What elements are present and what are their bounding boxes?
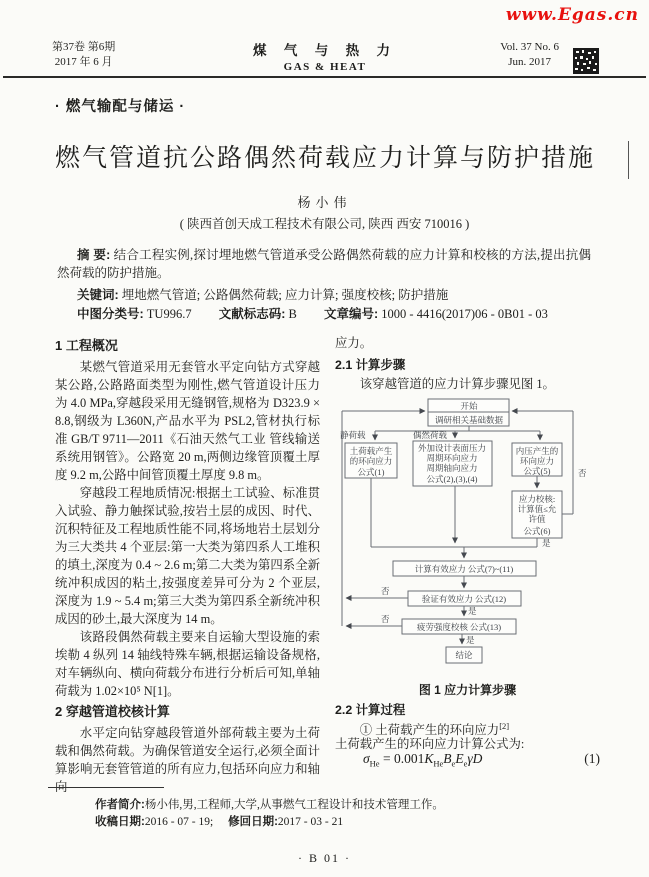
flowchart-yes-label: 是 bbox=[542, 538, 551, 548]
date-cn: 2017 年 6 月 bbox=[54, 56, 113, 68]
list-item: ① 土荷载产生的环向应力[2] bbox=[359, 721, 510, 738]
received-date: 2016 - 07 - 19; bbox=[144, 816, 214, 828]
flowchart-box-line: 环向应力 bbox=[519, 456, 555, 466]
journal-volume-info-cn bbox=[52, 40, 115, 70]
article-title: 燃气管道抗公路偶然荷载应力计算与防护措施 bbox=[54, 145, 595, 172]
flowchart-box-line: 公式(5) bbox=[523, 466, 551, 476]
author-bio-line bbox=[95, 797, 615, 814]
author-bio-text: 杨小伟,男,工程师,大学,从事燃气工程设计和技术管理工作。 bbox=[144, 799, 444, 811]
revised-date: 2017 - 03 - 21 bbox=[277, 816, 344, 828]
footnote-divider bbox=[48, 787, 164, 788]
flowchart-box-line: 验证有效应力 公式(12) bbox=[421, 594, 507, 604]
scan-artifact-line bbox=[628, 141, 629, 179]
author-affiliation: ( 陕西首创天成工程技术有限公司, 陕西 西安 710016 ) bbox=[179, 217, 470, 231]
equation-1 bbox=[335, 751, 600, 769]
flowchart-box-line: 周期环向应力 bbox=[426, 453, 478, 463]
flowchart-start-label: 开始 bbox=[460, 401, 478, 411]
equation-expression: $\sigma_{He} = 0.001K_{He}B_eE_e\gamma D$ bbox=[363, 751, 483, 769]
flowchart-box-line: 应力校核: bbox=[518, 494, 556, 504]
flowchart-no-label: 否 bbox=[578, 468, 587, 478]
journal-volume-info-en bbox=[500, 40, 559, 70]
flowchart-box-line: 外加设计表面压力 bbox=[417, 443, 487, 453]
figure-caption: 图 1 应力计算步骤 bbox=[418, 683, 517, 697]
section-heading-2-1: 2.1 计算步骤 bbox=[335, 358, 406, 372]
citation-marker: [2] bbox=[499, 721, 510, 731]
flowchart-box-line: 疲劳强度校核 公式(13) bbox=[416, 622, 502, 632]
paragraph: 该路段偶然荷载主要来自运输大型设施的索埃勒 4 纵列 14 轴线特殊车辆,根据运输设备规格,对车辆纵向、横向荷载分布进行分析后可知,单轴荷载为 1.02×10⁵ N[1]。 bbox=[55, 630, 320, 698]
abstract-block bbox=[57, 246, 591, 282]
paragraph: 穿越段工程地质情况:根据土工试验、标准贯入试验、静力触探试验,按岩土层的成因、时代、沉积特征及工程地质性能不同,将场地岩土层划分为三大类共 4 个亚层:第一大类为第四系人工堆积的填土,深度为 0.4 ~ 2.6 m;第二大类为第四系全新统冲积成因的粘土,按强度差异可分为 2 个亚层,深度为 1.9 ~ 5.4 m;第三大类为第四系全新统冲积成因的砂土,最大深度为 14 m。 bbox=[55, 486, 320, 626]
flowchart-no-label: 否 bbox=[381, 586, 390, 596]
flowchart-box-line: 公式(6) bbox=[523, 526, 551, 536]
flowchart-branch-label-incidental: 偶然荷载 bbox=[413, 430, 448, 440]
volume-issue-cn: 第37卷 第6期 bbox=[52, 41, 116, 53]
body-left-column bbox=[55, 334, 320, 794]
journal-name-en: GAS & HEAT bbox=[283, 61, 367, 73]
author-bio-label: 作者简介: bbox=[95, 799, 145, 811]
flowchart-box-line: 周期轴向应力 bbox=[426, 463, 478, 473]
journal-name-cn: 煤 气 与 热 力 bbox=[253, 43, 397, 58]
flowchart-box-line: 公式(1) bbox=[357, 467, 385, 477]
paragraph: 土荷载产生的环向应力计算公式为: bbox=[335, 737, 525, 751]
keywords-block bbox=[57, 286, 591, 304]
paragraph: 某燃气管道采用无套管水平定向钻方式穿越某公路,公路路面类型为刚性,燃气管道设计压力为 4.0 MPa,穿越段采用无缝钢管,规格为 D323.9 × 8.8,钢级为 L360N,产品水平为 PSL2,管材执行标准 GB/T 9711—2011《石油天然气工业 管线输送系统用钢管》。公路宽 20 m,两侧边缘管顶覆土厚度 9.2 m,公路中间管顶覆土厚度 9.8 m。 bbox=[55, 360, 320, 482]
paragraph-continuation: 应力。 bbox=[335, 336, 373, 350]
flowchart-box-line: 许值 bbox=[528, 514, 546, 524]
flowchart-box-line: 计算值≤允 bbox=[517, 504, 557, 514]
flowchart-end-label: 结论 bbox=[455, 650, 473, 660]
page-number: · B 01 · bbox=[298, 851, 351, 865]
footer-notes bbox=[95, 797, 615, 831]
doc-code-value: B bbox=[288, 307, 297, 321]
paragraph: 该穿越管道的应力计算步骤见图 1。 bbox=[359, 377, 555, 391]
website-watermark: www.Egas.cn bbox=[505, 5, 639, 25]
header-divider bbox=[3, 76, 646, 78]
date-en: Jun. 2017 bbox=[508, 56, 551, 68]
abstract-label: 摘 要: bbox=[77, 248, 111, 262]
flowchart-figure bbox=[336, 396, 638, 678]
flowchart-yes-label: 是 bbox=[466, 635, 475, 645]
keywords-label: 关键词: bbox=[77, 288, 119, 302]
keywords-text: 埋地燃气管道; 公路偶然荷载; 应力计算; 强度校核; 防护措施 bbox=[121, 288, 449, 302]
classification-block bbox=[57, 305, 591, 323]
article-id-value: 1000 - 4416(2017)06 - 0B01 - 03 bbox=[381, 307, 548, 321]
section-heading-2-2: 2.2 计算过程 bbox=[335, 703, 406, 717]
flowchart-box-line: 公式(2),(3),(4) bbox=[426, 474, 478, 484]
volume-issue-en: Vol. 37 No. 6 bbox=[500, 41, 559, 53]
article-id-label: 文章编号: bbox=[323, 307, 379, 321]
abstract-text: 结合工程实例,探讨埋地燃气管道承受公路偶然荷载的应力计算和校核的方法,提出抗偶然荷载的防护措施。 bbox=[57, 248, 591, 280]
column-section-label: · 燃气输配与储运 · bbox=[55, 99, 186, 115]
flowchart-branch-label-static: 静荷载 bbox=[340, 430, 366, 440]
doc-code-label: 文献标志码: bbox=[218, 307, 286, 321]
revised-date-label: 修回日期: bbox=[228, 816, 278, 828]
received-date-label: 收稿日期: bbox=[95, 816, 145, 828]
qr-code-icon bbox=[573, 48, 599, 74]
dates-line bbox=[95, 814, 615, 831]
flowchart-box-line: 土荷载产生 bbox=[349, 446, 393, 456]
flowchart-box-line: 的环向应力 bbox=[349, 456, 393, 466]
clc-label: 中图分类号: bbox=[77, 307, 144, 321]
flowchart-box-line: 内压产生的 bbox=[515, 446, 559, 456]
section-heading-1: 1 工程概况 bbox=[55, 338, 118, 353]
flowchart-start-sub-label: 调研相关基础数据 bbox=[434, 415, 504, 425]
author-name: 杨小伟 bbox=[297, 195, 352, 210]
flowchart-yes-label: 是 bbox=[468, 606, 477, 616]
journal-name bbox=[200, 39, 450, 73]
clc-value: TU996.7 bbox=[146, 307, 192, 321]
flowchart-no-label: 否 bbox=[381, 614, 390, 624]
section-heading-2: 2 穿越管道校核计算 bbox=[55, 704, 170, 719]
equation-number: (1) bbox=[584, 751, 600, 766]
paragraph: 水平定向钻穿越段管道外部荷载主要为土荷载和偶然荷载。为确保管道安全运行,必须全面计算影响无套管管道的所有应力,包括环向应力和轴向 bbox=[55, 726, 320, 794]
flowchart-box-line: 计算有效应力 公式(7)~(11) bbox=[414, 564, 514, 574]
